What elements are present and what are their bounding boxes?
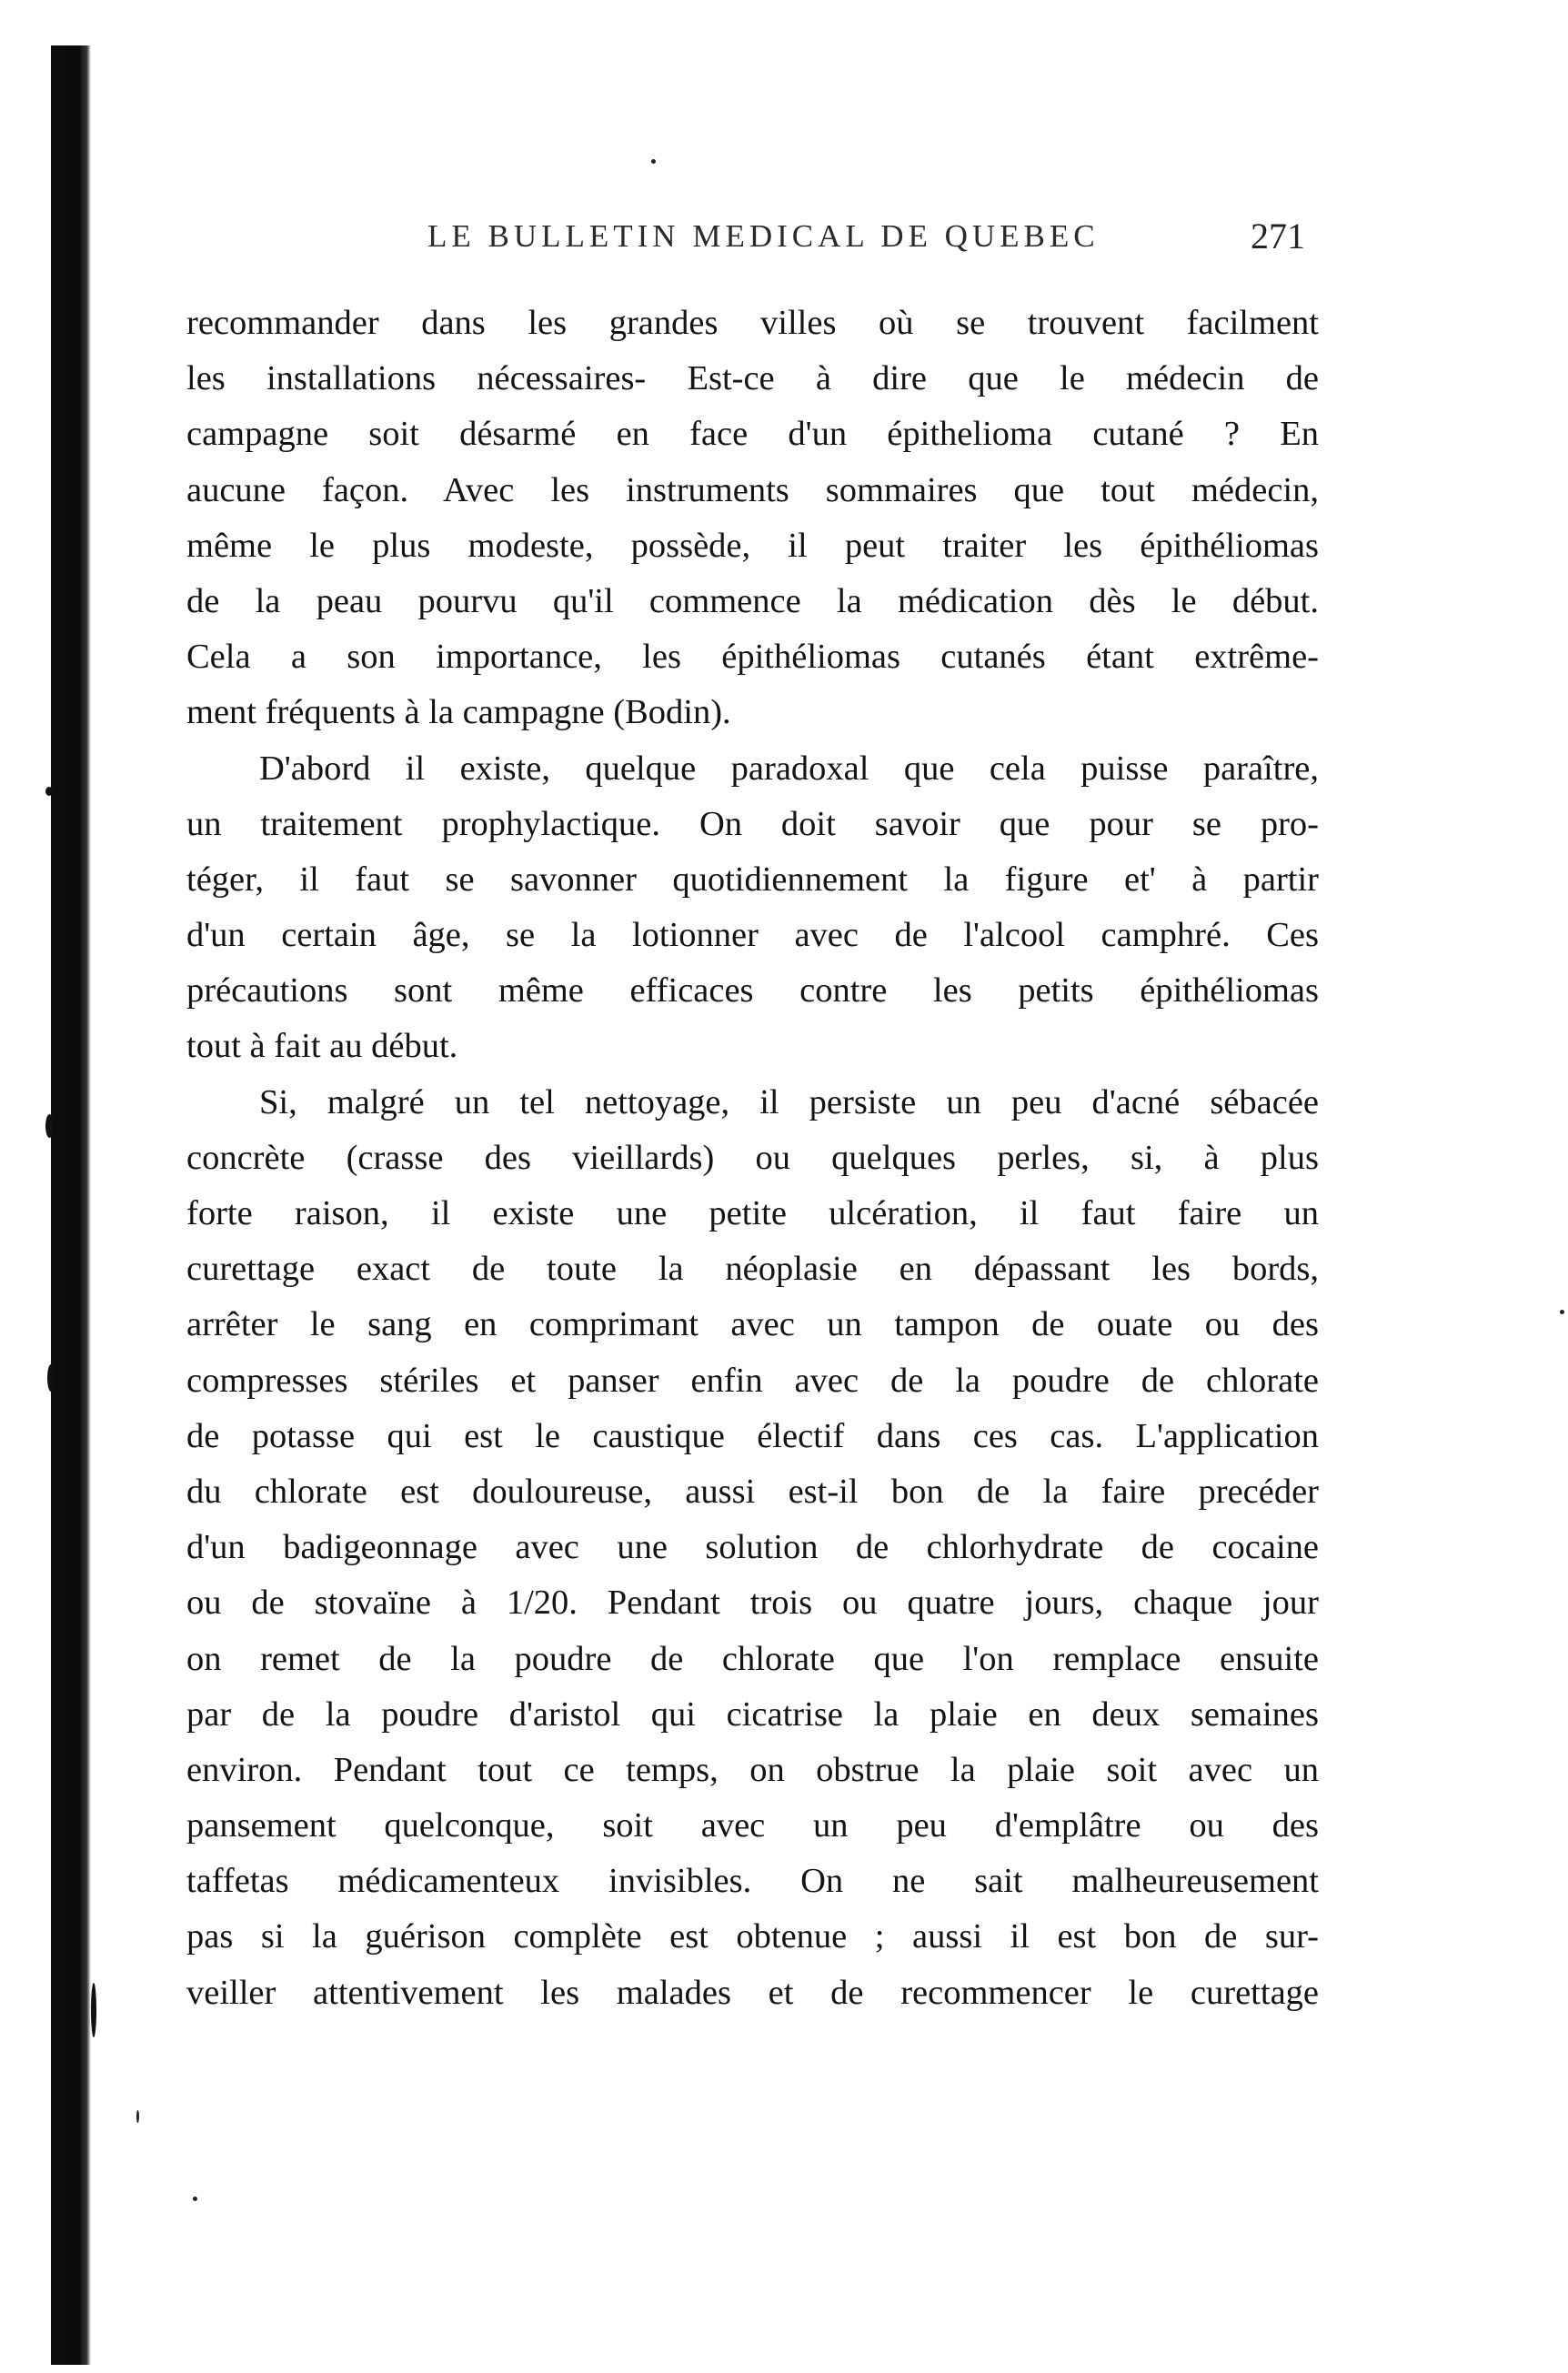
text-line: d'un badigeonnage avec une solution de chlorhydrate de cocaine [186, 1528, 1319, 1567]
running-title: LE BULLETIN MEDICAL DE QUEBEC [427, 218, 1100, 254]
binding-speck [45, 787, 53, 796]
body-text [186, 296, 1319, 2021]
text-line: Si, malgré un tel nettoyage, il persiste un peu d'acné sébacée [259, 1082, 1319, 1121]
text-line: précautions sont même efficaces contre les petits épithéliomas [186, 971, 1319, 1011]
scan-speck [136, 2110, 139, 2123]
text-line: pansement quelconque, soit avec un peu d'emplâtre ou des [186, 1806, 1319, 1845]
text-line: les installations nécessaires- Est-ce à dire que le médecin de [186, 359, 1319, 398]
text-line: d'un certain âge, se la lotionner avec de l'alcool camphré. Ces [186, 916, 1319, 955]
text-line: recommander dans les grandes villes où se trouvent facilment [186, 304, 1319, 342]
text-line: un traitement prophylactique. On doit savoir que pour se pro- [186, 804, 1319, 843]
text-line: du chlorate est douloureuse, aussi est-il bon de la faire precéder [186, 1472, 1319, 1511]
text-line: compresses stériles et panser enfin avec de la poudre de chlorate [186, 1361, 1319, 1400]
text-line: concrète (crasse des vieillards) ou quelques perles, si, à plus [186, 1138, 1319, 1177]
text-line: de la peau pourvu qu'il commence la médication dès le début. [186, 581, 1319, 620]
text-line: aucune façon. Avec les instruments sommaires que tout médecin, [186, 470, 1319, 509]
text-line: campagne soit désarmé en face d'un épithelioma cutané ? En [186, 415, 1319, 454]
text-line: par de la poudre d'aristol qui cicatrise la plaie en deux semaines [186, 1694, 1319, 1734]
text-line: curettage exact de toute la néoplasie en dépassant les bords, [186, 1250, 1319, 1289]
text-line: forte raison, il existe une petite ulcération, il faut faire un [186, 1194, 1319, 1232]
scan-speck [651, 159, 656, 164]
binding-speck [45, 1114, 54, 1138]
text-line: Cela a son importance, les épithéliomas cutanés étant extrême- [186, 638, 1319, 677]
text-line: veiller attentivement les malades et de recommencer le curettage [186, 1973, 1319, 2012]
text-line: arrêter le sang en comprimant avec un tampon de ouate ou des [186, 1305, 1319, 1344]
text-line: on remet de la poudre de chlorate que l'on remplace ensuite [186, 1639, 1319, 1678]
text-line: ment fréquents à la campagne (Bodin). [186, 693, 731, 732]
text-line: tout à fait au début. [186, 1027, 458, 1066]
binding-edge [51, 45, 91, 2365]
text-line: même le plus modeste, possède, il peut traiter les épithéliomas [186, 526, 1319, 565]
binding-speck [91, 1983, 96, 2037]
text-line: ou de stovaïne à 1/20. Pendant trois ou quatre jours, chaque jour [186, 1584, 1319, 1623]
text-line: taffetas médicamenteux invisibles. On ne sait malheureusement [186, 1862, 1319, 1901]
text-line: environ. Pendant tout ce temps, on obstrue la plaie soit avec un [186, 1750, 1319, 1789]
text-line: pas si la guérison complète est obtenue ; aussi il est bon de sur- [186, 1917, 1319, 1956]
text-line: téger, il faut se savonner quotidiennement la figure et' à partir [186, 860, 1319, 899]
scan-speck [193, 2197, 197, 2201]
scan-speck [1560, 1310, 1564, 1314]
binding-speck [47, 1364, 55, 1392]
page-number: 271 [1251, 216, 1305, 256]
text-line: D'abord il existe, quelque paradoxal que cela puisse paraître, [259, 749, 1319, 788]
text-line: de potasse qui est le caustique électif dans ces cas. L'application [186, 1416, 1319, 1455]
